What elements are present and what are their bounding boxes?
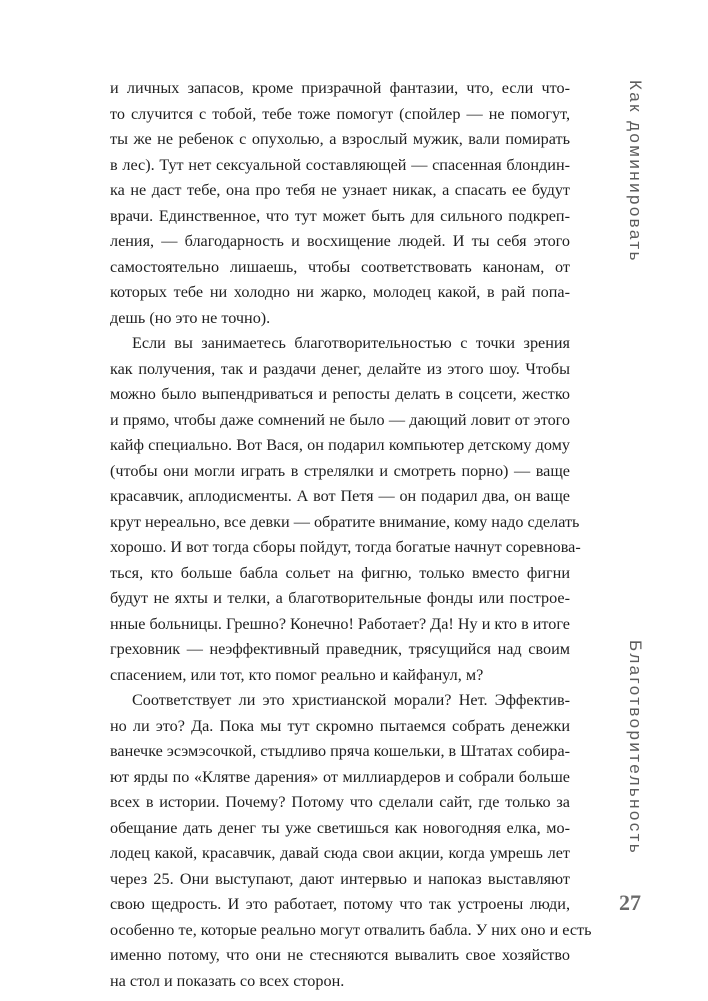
text-line: ться, кто больше бабла сольет на фигню, только вместо фигни — [110, 563, 570, 582]
text-line: Если вы занимаетесь благотворительностью с точки зрения — [132, 334, 570, 352]
text-line: как получения, так и раздачи денег, делайте из этого шоу. Чтобы — [110, 359, 570, 378]
text-line: крут нереально, все девки — обратите внимание, кому надо сделать — [110, 512, 580, 531]
text-line: именно потому, что они не стесняются вывалить свое хозяйство — [110, 946, 570, 964]
text-line: спасением, или тот, кто помог реально и кайфанул, м? — [110, 665, 484, 684]
text-line: красавчик, аплодисменты. А вот Петя — он подарил два, он ваще — [110, 487, 570, 505]
text-line: будут не яхты и телки, а благотворительные фонды или построе- — [110, 589, 570, 607]
running-head-chapter: Как доминировать — [626, 80, 645, 263]
text-line: ления, — благодарность и восхищение людей. И ты себя этого — [110, 232, 570, 250]
text-line: свою щедрость. И это работает, потому что так устроены люди, — [110, 895, 570, 913]
text-line: ты же не ребенок с опухолью, а взрослый мужик, вали помирать — [110, 130, 570, 148]
text-line: и прямо, чтобы даже сомнений не было — дающий ловит от этого — [110, 410, 570, 429]
text-line: которых тебе ни холодно ни жарко, молодец какой, в рай попа- — [110, 283, 570, 301]
text-line: ют ярды по «Клятве дарения» от миллиардеров и собрали больше — [110, 767, 570, 786]
text-line: всех в истории. Почему? Потому что сделали сайт, где только за — [110, 793, 570, 811]
paragraph — [110, 688, 592, 994]
text-line: дешь (но это не точно). — [110, 308, 271, 327]
text-line: то случится с тобой, тебе тоже помогут (спойлер — не помогут, — [110, 104, 570, 123]
text-line: в лес). Тут нет сексуальной составляющей — спасенная блондин- — [110, 155, 570, 174]
text-line: врачи. Единственное, что тут может быть для сильного подкреп- — [110, 206, 570, 225]
body-text — [110, 76, 592, 994]
text-line: через 25. Они выступают, дают интервью и напоказ выставляют — [110, 869, 570, 888]
text-line: на стол и показать со всех сторон. — [110, 971, 345, 990]
text-line: обещание дать денег ты уже светишься как новогодняя елка, мо- — [110, 818, 570, 837]
text-line: особенно те, которые реально могут отвалить бабла. У них оно и есть — [110, 920, 592, 939]
text-line: ванечке эсэмэсочкой, стыдливо пряча кошельки, в Штатах собира- — [110, 742, 571, 760]
text-line: и личных запасов, кроме призрачной фантазии, что, если что- — [110, 79, 570, 97]
page-number: 27 — [619, 890, 641, 915]
text-line: (чтобы они могли играть в стрелялки и смотреть порно) — ваще — [110, 461, 570, 480]
text-line: кайф специально. Вот Вася, он подарил компьютер детскому дому — [110, 436, 570, 454]
text-line: можно было выпендриваться и репосты делать в соцсети, жестко — [110, 385, 570, 403]
text-line: ка не даст тебе, она про тебя не узнает никак, а спасать ее будут — [110, 181, 570, 199]
text-line: греховник — неэффективный праведник, трясущийся над своим — [110, 640, 570, 658]
text-line: нные больницы. Грешно? Конечно! Работает? Да! Ну и кто в итоге — [110, 614, 570, 633]
paragraph — [110, 76, 570, 331]
text-line: Соответствует ли это христианской морали? Нет. Эффектив- — [132, 691, 570, 709]
text-line: самостоятельно лишаешь, чтобы соответствовать канонам, от — [110, 257, 570, 276]
text-line: хорошо. И вот тогда сборы пойдут, тогда богатые начнут соревнова- — [110, 538, 581, 556]
text-line: но ли это? Да. Пока мы тут скромно пытаемся собрать денежки — [110, 716, 570, 735]
running-head-section: Благотворительность — [626, 640, 645, 856]
paragraph — [110, 331, 581, 688]
text-line: лодец какой, красавчик, давай сюда свои акции, когда умрешь лет — [110, 844, 570, 862]
